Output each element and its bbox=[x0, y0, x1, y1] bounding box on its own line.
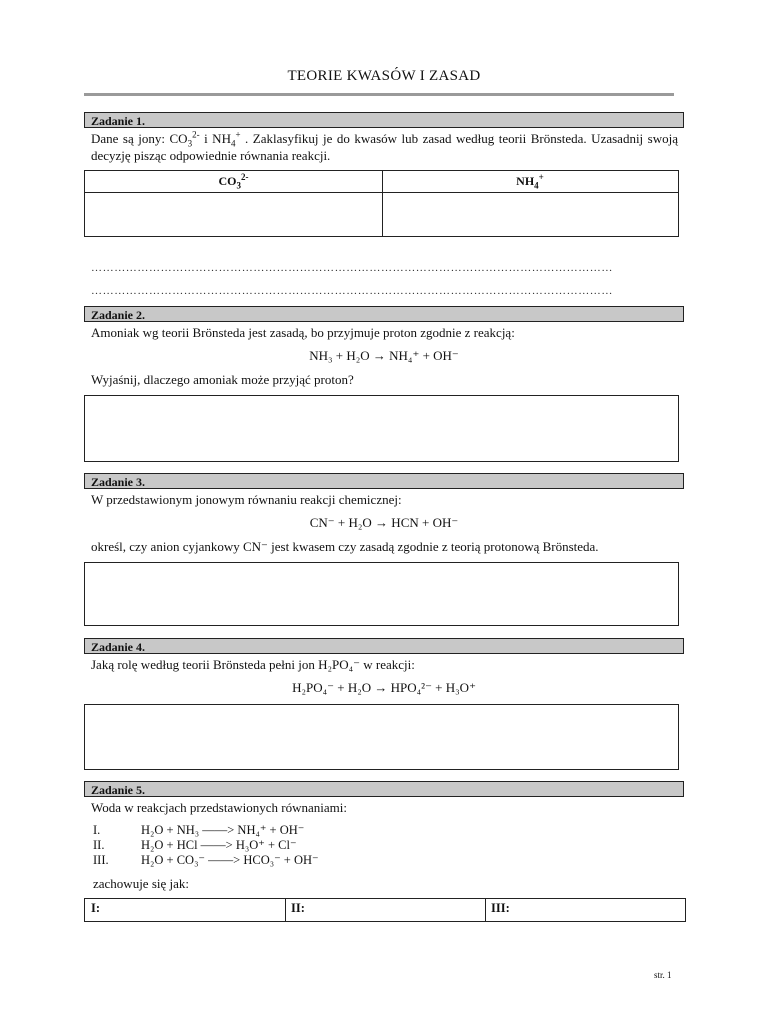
task2-header: Zadanie 2. bbox=[84, 306, 684, 322]
task2-answer-box[interactable] bbox=[84, 395, 679, 462]
task5-cell-iii[interactable]: III: bbox=[491, 901, 510, 915]
task1-answer-line[interactable]: ……………………………………………………………………………………………………………………… bbox=[91, 262, 613, 274]
task4-text: Jaką rolę według teorii Brönsteda pełni jon H₂PO₄⁻ w reakcji: bbox=[91, 657, 415, 672]
title-divider bbox=[84, 93, 674, 96]
task1-table bbox=[84, 170, 679, 237]
task3-equation: CN⁻ + H₂O → HCN + OH⁻ bbox=[309, 515, 459, 530]
task4-header: Zadanie 4. bbox=[84, 638, 684, 654]
task3-text: W przedstawionym jonowym równaniu reakcji chemicznej: bbox=[91, 492, 402, 507]
reaction-number: II. bbox=[93, 838, 105, 852]
task3-question: określ, czy anion cyjankowy CN⁻ jest kwasem czy zasadą zgodnie z teorią protonową Brönsteda. bbox=[91, 539, 599, 554]
reaction-number: III. bbox=[93, 853, 109, 867]
task5-header: Zadanie 5. bbox=[84, 781, 684, 797]
task1-header: Zadanie 1. bbox=[84, 112, 684, 128]
reaction-number: I. bbox=[93, 823, 101, 837]
task3-header: Zadanie 3. bbox=[84, 473, 684, 489]
task5-cell-ii[interactable]: II: bbox=[291, 901, 305, 915]
reaction-equation: H₂O + NH₃ ——> NH₄⁺ + OH⁻ bbox=[141, 823, 305, 837]
task5-cell-i[interactable]: I: bbox=[91, 901, 101, 915]
task1-col2-header: $NH_4^+$ bbox=[382, 171, 678, 193]
reaction-equation: H₂O + HCl ——> H₃O⁺ + Cl⁻ bbox=[141, 838, 297, 852]
task2-text: Amoniak wg teorii Brönsteda jest zasadą, bo przyjmuje proton zgodnie z reakcją: bbox=[91, 325, 515, 340]
reaction-equation: H₂O + CO₃⁻ ——> HCO₃⁻ + OH⁻ bbox=[141, 853, 319, 867]
page-number: str. 1 bbox=[654, 970, 672, 980]
task1-col1-header: $CO_3^{2-}$ bbox=[85, 171, 382, 193]
task3-answer-box[interactable] bbox=[84, 562, 679, 626]
task4-equation: H₂PO₄⁻ + H₂O → HPO₄²⁻ + H₃O⁺ bbox=[292, 680, 476, 695]
task5-answer-table bbox=[84, 898, 686, 922]
task5-tail: zachowuje się jak: bbox=[93, 876, 190, 891]
task1-text: Dane są jony: $CO_3^{2-}$ i $NH_4^+$ . Zaklasyfikuj je do kwasów lub zasad według teorii Brönsteda. Uzasadnij swoją decyzję pisząc odpowiednie równania reakcji. bbox=[91, 129, 679, 163]
task2-question: Wyjaśnij, dlaczego amoniak może przyjąć proton? bbox=[91, 372, 354, 387]
task4-answer-box[interactable] bbox=[84, 704, 679, 770]
task5-text: Woda w reakcjach przedstawionych równaniami: bbox=[91, 800, 347, 815]
task1-answer-nh4[interactable] bbox=[383, 193, 678, 236]
task2-equation: NH₃ + H₂O → NH₄⁺ + OH⁻ bbox=[309, 348, 459, 363]
task1-answer-line[interactable]: ……………………………………………………………………………………………………………………… bbox=[91, 285, 613, 297]
page-title: TEORIE KWASÓW I ZASAD bbox=[287, 68, 481, 84]
task1-answer-co3[interactable] bbox=[85, 193, 382, 236]
